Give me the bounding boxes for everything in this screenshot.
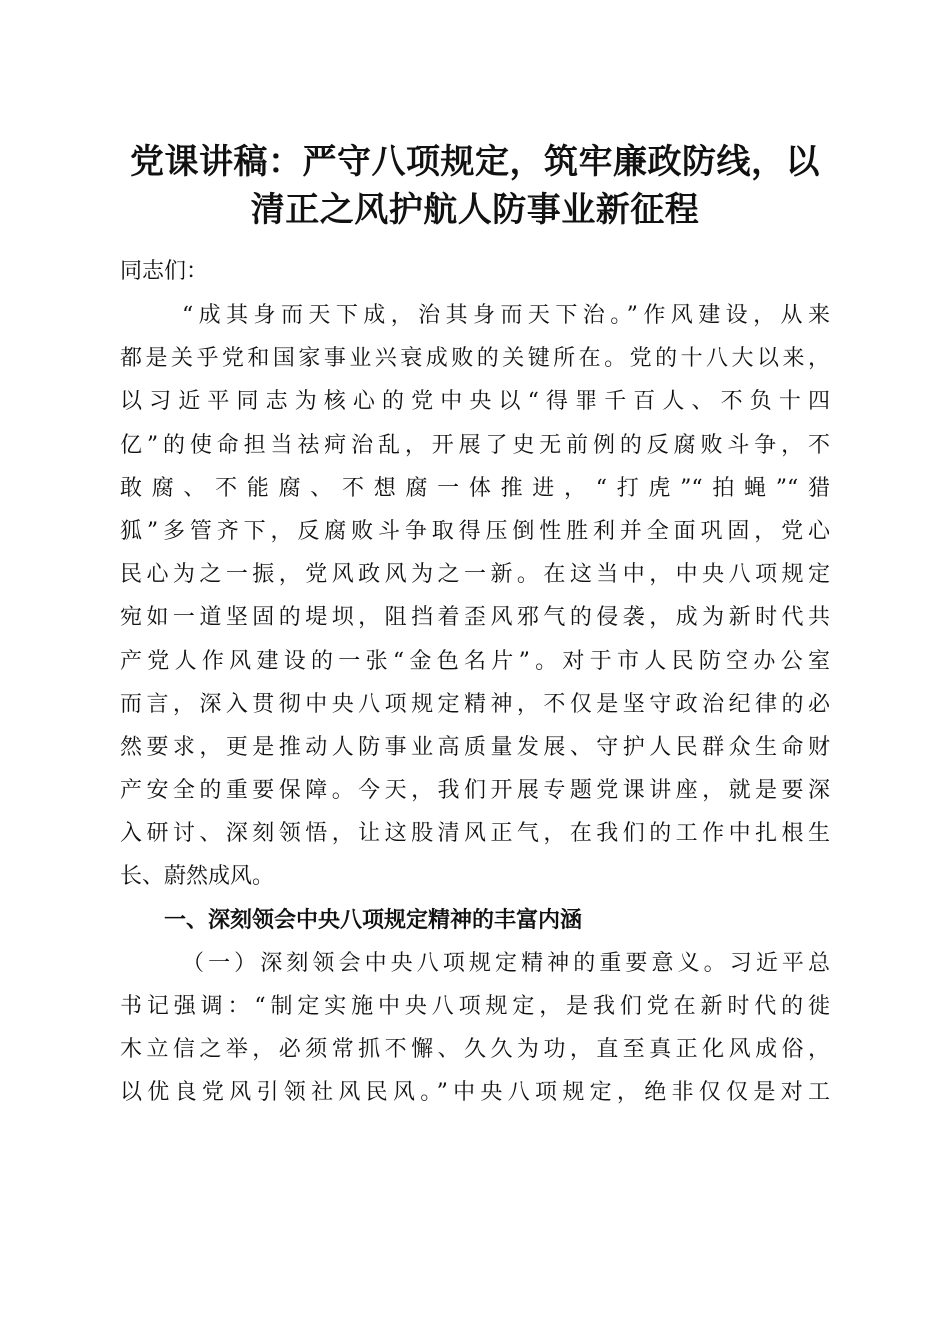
paragraph-line: 产安全的重要保障。今天，我们开展专题党课讲座，就是要深 xyxy=(120,778,830,804)
paragraph-line: （一）深刻领会中央八项规定精神的重要意义。习近平总 xyxy=(182,950,830,976)
paragraph-line: 以优良党风引领社风民风。”中央八项规定，绝非仅仅是对工 xyxy=(120,1080,830,1106)
paragraph-line: 都是关乎党和国家事业兴衰成败的关键所在。党的十八大以来， xyxy=(120,346,830,372)
paragraph-line: 长、蔚然成风。 xyxy=(120,864,275,890)
paragraph-line: “成其身而天下成，治其身而天下治。”作风建设，从来 xyxy=(182,303,830,328)
paragraph-line: 入研讨、深刻领悟，让这股清风正气，在我们的工作中扎根生 xyxy=(120,821,830,847)
paragraph-line: 木立信之举，必须常抓不懈、久久为功，直至真正化风成俗， xyxy=(120,1037,830,1063)
paragraph-line: 然要求，更是推动人防事业高质量发展、守护人民群众生命财 xyxy=(120,734,830,760)
paragraph-intro xyxy=(120,294,830,899)
document-title xyxy=(110,138,840,234)
paragraph-line: 亿”的使命担当祛疴治乱，开展了史无前例的反腐败斗争，不 xyxy=(120,432,830,458)
paragraph-line: 宛如一道坚固的堤坝，阻挡着歪风邪气的侵袭，成为新时代共 xyxy=(120,605,830,631)
paragraph-line: 民心为之一振，党风政风为之一新。在这当中，中央八项规定 xyxy=(120,562,830,588)
paragraph-line: 以习近平同志为核心的党中央以“得罪千百人、不负十四 xyxy=(120,389,830,415)
salutation: 同志们： xyxy=(120,259,209,284)
paragraph-section-1 xyxy=(120,942,830,1115)
paragraph-line: 狐”多管齐下，反腐败斗争取得压倒性胜利并全面巩固，党心 xyxy=(120,518,830,544)
title-line-2: 清正之风护航人防事业新征程 xyxy=(250,190,700,230)
paragraph-line: 书记强调：“制定实施中央八项规定，是我们党在新时代的徙 xyxy=(120,994,830,1019)
document-body xyxy=(120,250,830,1115)
title-line-1: 党课讲稿：严守八项规定，筑牢廉政防线，以 xyxy=(130,142,820,182)
paragraph-line: 产党人作风建设的一张“金色名片”。对于市人民防空办公室 xyxy=(120,648,830,674)
section-heading-1: 一、深刻领会中央八项规定精神的丰富内涵 xyxy=(164,907,583,933)
paragraph-line: 而言，深入贯彻中央八项规定精神，不仅是坚守政治纪律的必 xyxy=(120,691,830,717)
paragraph-line: 敢腐、不能腐、不想腐一体推进，“打虎”“拍蝇”“猎 xyxy=(120,475,830,501)
